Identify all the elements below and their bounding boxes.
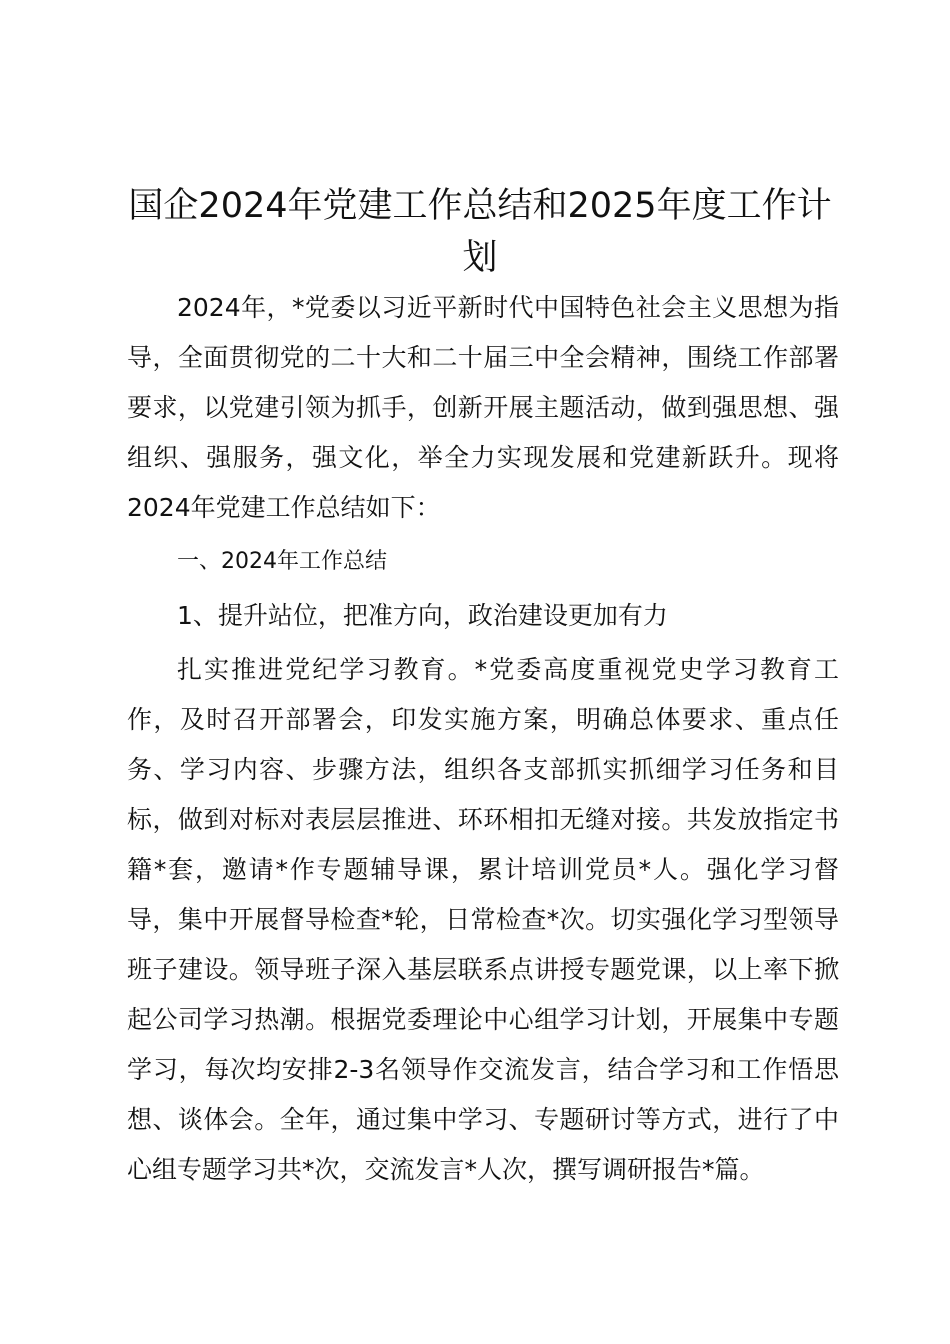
section-heading: 一、2024年工作总结 (177, 549, 387, 574)
intro-paragraph: 2024年，*党委以习近平新时代中国特色社会主义思想为指导，全面贯彻党的二十大和二十届三中全会精神，围绕工作部署要求，以党建引领为抓手，创新开展主题活动，做到强思想、强组织、强服务，强文化，举全力实现发展和党建新跃升。现将2024年党建工作总结如下： (127, 293, 839, 522)
document-title: 国企2024年党建工作总结和2025年度工作计划 (128, 186, 832, 278)
document-body (127, 283, 839, 1195)
body-paragraph: 扎实推进党纪学习教育。*党委高度重视党史学习教育工作，及时召开部署会，印发实施方案，明确总体要求、重点任务、学习内容、步骤方法，组织各支部抓实抓细学习任务和目标，做到对标对表层层推进、环环相扣无缝对接。共发放指定书籍*套，邀请*作专题辅导课，累计培训党员*人。强化学习督导，集中开展督导检查*轮，日常检查*次。切实强化学习型领导班子建设。领导班子深入基层联系点讲授专题党课，以上率下掀起公司学习热潮。根据党委理论中心组学习计划，开展集中专题学习，每次均安排2-3名领导作交流发言，结合学习和工作悟思想、谈体会。全年，通过集中学习、专题研讨等方式，进行了中心组专题学习共*次，交流发言*人次，撰写调研报告*篇。 (127, 655, 839, 1184)
subsection-heading: 1、提升站位，把准方向，政治建设更加有力 (177, 601, 668, 630)
